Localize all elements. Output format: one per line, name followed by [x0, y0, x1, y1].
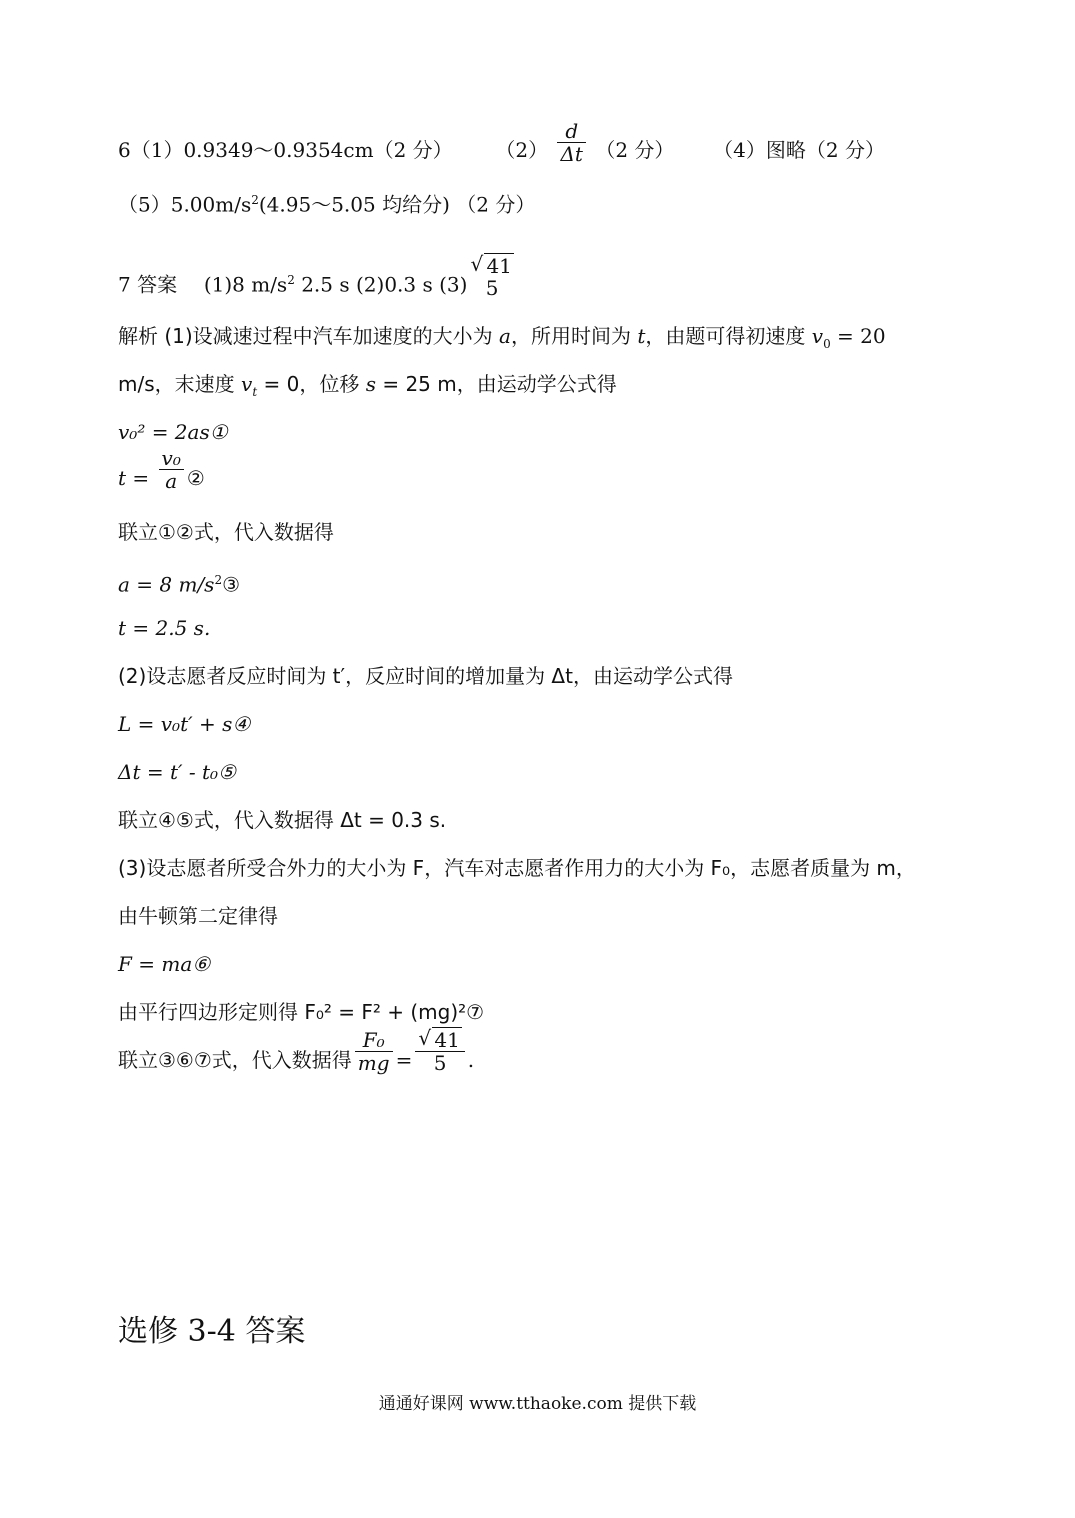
analysis-line-13: 由牛顿第二定律得 [118, 904, 278, 928]
analysis-l16-fraction-1 [355, 1029, 393, 1074]
q7-answer-text: (1)8 m/s [203, 272, 288, 297]
analysis-var-t: t [637, 324, 646, 348]
analysis-var-vt: v [241, 372, 253, 396]
analysis-l1-text-a: 解析 (1)设减速过程中汽车加速度的大小为 [118, 324, 500, 348]
equation-1: v₀² = 2as① [118, 420, 228, 444]
section-title: 选修 3-4 答案 [118, 1314, 306, 1349]
analysis-line-6 [118, 566, 240, 599]
footer-watermark: 通通好课网 www.tthaoke.com 提供下载 [378, 1394, 697, 1414]
analysis-line-16 [118, 1028, 475, 1075]
q7-answer-den: 5 [485, 276, 499, 301]
equation-2-fraction [159, 447, 184, 492]
q6-part5-rest: (4.95～5.05 均给分) （2 分） [258, 192, 536, 217]
q7-answer-sqrt: 41 [486, 254, 512, 279]
analysis-line-8: (2)设志愿者反应时间为 t′，反应时间的增加量为 Δt，由运动学公式得 [118, 664, 733, 688]
q7-answer-label: 7 答案 [118, 272, 178, 297]
q6-part5: （5）5.00m/s [118, 192, 252, 217]
analysis-l16-den: mg [357, 1051, 390, 1075]
analysis-l1-text-b: ，所用时间为 [510, 324, 638, 348]
analysis-l6-b: ③ [222, 572, 241, 597]
analysis-l1-text-c: ，由题可得初速度 [645, 324, 812, 348]
analysis-l6-sup: 2 [214, 573, 223, 587]
analysis-l6-a: a = 8 m/s [118, 572, 215, 597]
equation-2-mark: ② [186, 466, 205, 490]
analysis-l16-fraction-2 [415, 1029, 464, 1074]
analysis-line-2 [118, 370, 617, 406]
analysis-var-s: s [365, 372, 376, 396]
analysis-l16-sqrt: 41 [434, 1028, 460, 1052]
q6-frac-den: Δt [560, 142, 583, 166]
equation-2-num: v₀ [159, 447, 184, 470]
analysis-l16-num: F₀ [355, 1029, 393, 1052]
analysis-l16-eq: = [395, 1048, 413, 1072]
analysis-var-v0-sub: 0 [823, 337, 831, 351]
q6-part4: （4）图略（2 分） [713, 138, 885, 162]
q7-answer-line [118, 254, 520, 301]
analysis-line-14: F = ma⑥ [118, 952, 211, 976]
q6-part2-label: （2） [495, 138, 549, 162]
analysis-line-7: t = 2.5 s. [118, 616, 211, 640]
analysis-l16-text: 联立③⑥⑦式，代入数据得 [118, 1048, 352, 1072]
q6-fraction [557, 120, 585, 165]
equation-2-den: a [165, 469, 178, 493]
analysis-line-12: (3)设志愿者所受合外力的大小为 F，汽车对志愿者作用力的大小为 F₀，志愿者质量为 m， [118, 856, 916, 880]
equation-2-lhs: t = [118, 466, 156, 490]
analysis-line-1 [118, 322, 886, 358]
analysis-l2-text-b: = 0，位移 [257, 372, 366, 396]
q6-part2-score: （2 分） [595, 138, 675, 162]
analysis-var-a: a [499, 324, 511, 348]
q6-part5-sup: 2 [251, 193, 259, 207]
q7-answer-fraction [467, 255, 516, 299]
analysis-line-10: Δt = t′ - t₀⑤ [118, 760, 236, 784]
q7-answer-rest: 2.5 s (2)0.3 s (3) [301, 272, 468, 297]
analysis-l1-text-d: = 20 [830, 324, 886, 348]
analysis-l16-end: . [467, 1048, 475, 1072]
analysis-line-5: 联立①②式，代入数据得 [118, 520, 334, 544]
q6-line-1 [118, 119, 885, 166]
q6-line-2 [118, 186, 535, 219]
analysis-line-11: 联立④⑤式，代入数据得 Δt = 0.3 s. [118, 808, 447, 832]
analysis-line-9: L = v₀t′ + s④ [118, 712, 251, 736]
analysis-line-15: 由平行四边形定则得 F₀² = F² + (mg)²⑦ [118, 1000, 485, 1024]
q6-part1: 6（1）0.9349～0.9354cm（2 分） [118, 138, 453, 162]
analysis-l2-text-c: = 25 m，由运动学公式得 [375, 372, 617, 396]
analysis-var-v0: v [811, 324, 824, 348]
q6-frac-num: d [557, 120, 585, 143]
analysis-var-vt-sub: t [252, 385, 258, 399]
analysis-l2-text-a: m/s，末速度 [118, 372, 241, 396]
analysis-l16-den2: 5 [433, 1051, 447, 1075]
q7-answer-sup: 2 [287, 273, 295, 287]
equation-2 [118, 446, 205, 493]
